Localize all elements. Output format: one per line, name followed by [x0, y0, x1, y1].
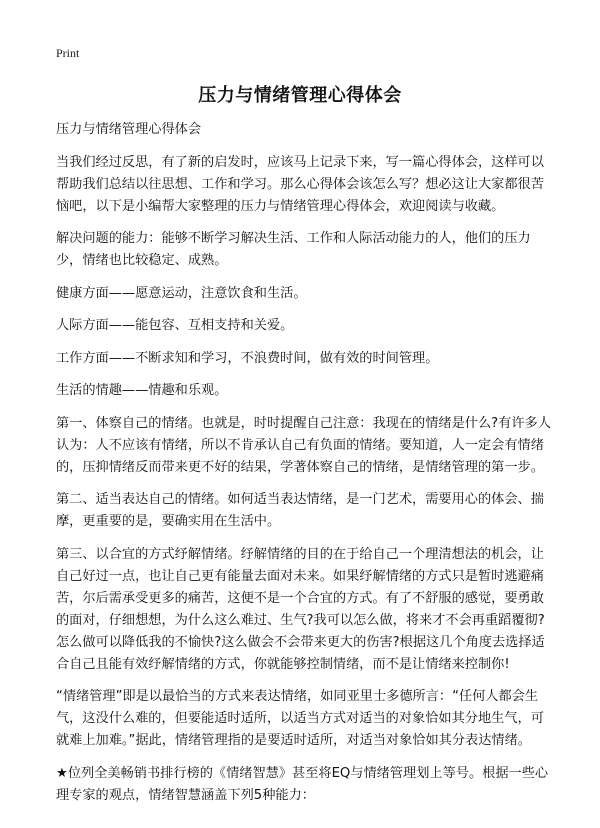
paragraph-work: 工作方面——不断求知和学习，不浪费时间，做有效的时间管理。	[56, 350, 439, 366]
paragraph-emotion-management: “情绪管理”即是以最恰当的方式来表达情绪，如同亚里士多德所言：“任何人都会生气，这没什么难的，但要能适时适所，以适当方式对适当的对象恰如其分地生气，可就难上加难。”据此，情绪管理指的是要适时适所，对适当对象恰如其分表达情绪。	[56, 689, 544, 748]
document-title: 压力与情绪管理心得体会	[198, 85, 402, 106]
paragraph-interpersonal: 人际方面——能包容、互相支持和关爱。	[56, 318, 294, 333]
paragraph-problem-solving: 解决问题的能力：能够不断学习解决生活、工作和人际活动能力的人，他们的压力少，情绪也比较稳定、成熟。	[56, 231, 531, 268]
paragraph-third: 第三、以合宜的方式纾解情绪。纾解情绪的目的在于给自己一个理清想法的机会，让自己好过一点，也让自己更有能量去面对未来。如果纾解情绪的方式只是暂时逃避痛苦，尔后需承受更多的痛苦，这便不是一个合宜的方式。有了不舒服的感觉，要勇敢的面对，仔细想想，为什么这么难过、生气?我可以怎么做，将来才不会再重蹈覆彻?怎么做可以降低我的不愉快?这么做会不会带来更大的伤害?根据这几个角度去选择适合自己且能有效纾解情绪的方式，你就能够控制情绪，而不是让情绪来控制你!	[56, 546, 545, 672]
paragraph-emotional-intelligence: ★位列全美畅销书排行榜的《情绪智慧》甚至将EQ与情绪管理划上等号。根据一些心理专家的观点，情绪智慧涵盖下列5种能力：	[56, 765, 549, 803]
paragraph-second: 第二、适当表达自己的情绪。如何适当表达情绪，是一门艺术，需要用心的体会、揣摩，更重要的是，要确实用在生活中。	[56, 492, 544, 529]
document-body	[56, 119, 554, 817]
paragraph-health: 健康方面——愿意运动，注意饮食和生活。	[56, 285, 307, 301]
paragraph-life-interest: 生活的情趣——情趣和乐观。	[56, 383, 228, 398]
section-heading: 压力与情绪管理心得体会	[56, 122, 202, 137]
print-label: Print	[56, 46, 80, 60]
intro-paragraph: 当我们经过反思，有了新的启发时，应该马上记录下来，写一篇心得体会，这样可以帮助我们总结以往思想、工作和学习。那么心得体会该怎么写？想必这让大家都很苦恼吧，以下是小编帮大家整理的压力与情绪管理心得体会，欢迎阅读与收藏。	[56, 154, 544, 214]
paragraph-first: 第一、体察自己的情绪。也就是，时时提醒自己注意：我现在的情绪是什么?有许多人认为：人不应该有情绪，所以不肯承认自己有负面的情绪。要知道，人一定会有情绪的，压抑情绪反而带来更不好的结果，学著体察自己的情绪，是情绪管理的第一步。	[56, 415, 551, 475]
